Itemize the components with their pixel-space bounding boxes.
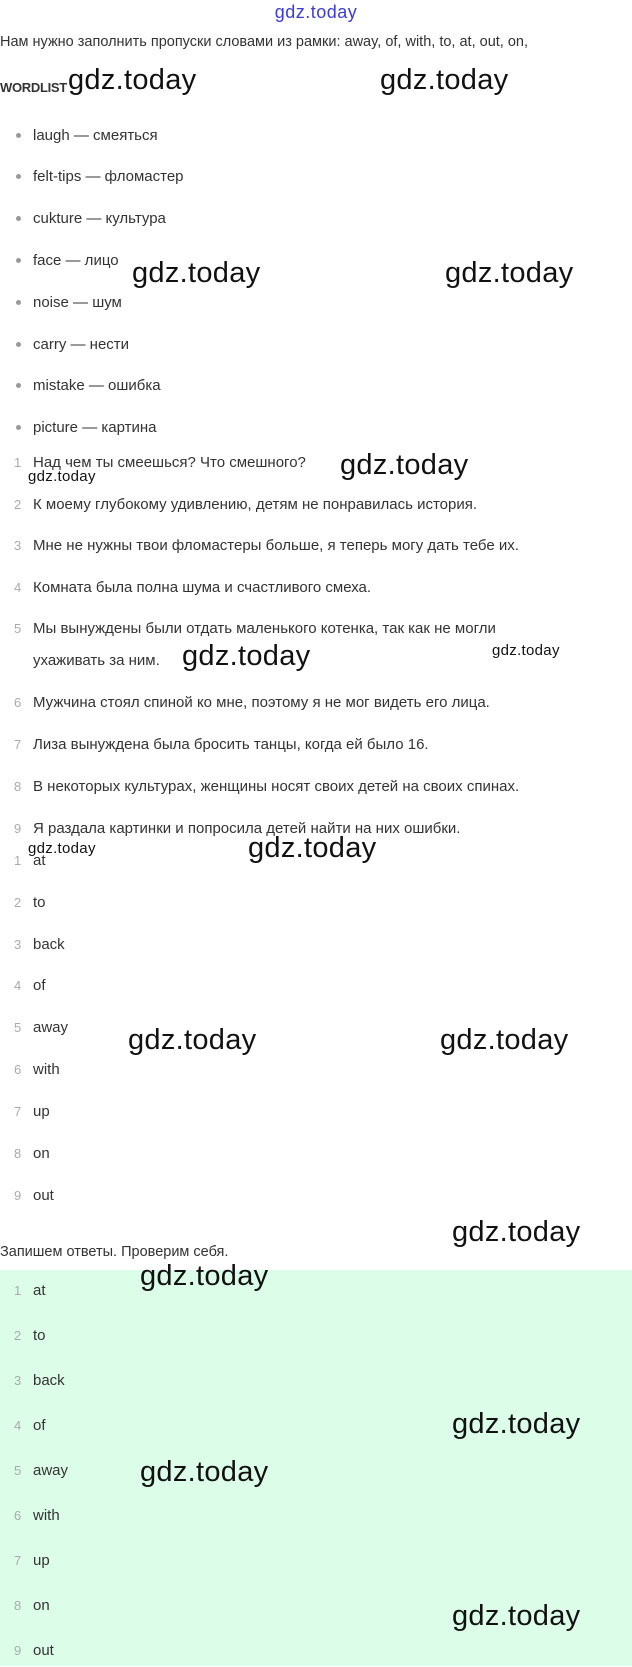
item-text: back bbox=[33, 936, 65, 953]
item-number: 6 bbox=[14, 1062, 22, 1077]
watermark: gdz.today bbox=[440, 1024, 569, 1056]
item-text: on bbox=[33, 1597, 50, 1614]
watermark: gdz.today bbox=[28, 840, 96, 857]
item-text: ухаживать за ним. bbox=[33, 652, 160, 669]
wordlist-item-text: carry — нести bbox=[33, 335, 130, 353]
item-number: 1 bbox=[14, 1283, 22, 1298]
item-text: Я раздала картинки и попросила детей найти на них ошибки. bbox=[33, 820, 461, 837]
answers-title: Запишем ответы. Проверим себя. bbox=[0, 1244, 229, 1260]
watermark: gdz.today bbox=[68, 64, 197, 96]
item-text: Мужчина стоял спиной ко мне, поэтому я не мог видеть его лица. bbox=[33, 694, 490, 711]
site-logo[interactable]: gdz.today bbox=[274, 2, 358, 22]
item-number: 3 bbox=[14, 538, 22, 553]
item-text: on bbox=[33, 1145, 50, 1162]
wordlist-item bbox=[0, 208, 166, 230]
item-text: out bbox=[33, 1187, 54, 1204]
item-text: back bbox=[33, 1372, 65, 1389]
watermark: gdz.today bbox=[452, 1216, 581, 1248]
item-number: 1 bbox=[14, 853, 22, 868]
bullet-dot-icon bbox=[16, 383, 21, 388]
watermark: gdz.today bbox=[132, 257, 261, 289]
item-text: out bbox=[33, 1642, 54, 1659]
wordlist-item-text: mistake — ошибка bbox=[33, 377, 161, 395]
item-number: 9 bbox=[14, 1188, 22, 1203]
item-number: 8 bbox=[14, 1146, 22, 1161]
item-text: up bbox=[33, 1552, 50, 1569]
wordlist-item bbox=[0, 375, 161, 397]
item-text: Мне не нужны твои фломастеры больше, я теперь могу дать тебе их. bbox=[33, 537, 519, 554]
watermark: gdz.today bbox=[28, 468, 96, 485]
wordlist-item bbox=[0, 417, 156, 439]
item-text: of bbox=[33, 1417, 46, 1434]
wordlist-item bbox=[0, 333, 129, 355]
wordlist-item-text: laugh — смеяться bbox=[33, 126, 158, 144]
bullet-dot-icon bbox=[16, 425, 21, 430]
watermark: gdz.today bbox=[445, 257, 574, 289]
watermark: gdz.today bbox=[380, 64, 509, 96]
item-text: to bbox=[33, 894, 46, 911]
item-number: 5 bbox=[14, 621, 22, 636]
item-text: at bbox=[33, 1282, 46, 1299]
wordlist-title: WORDLIST bbox=[0, 80, 67, 95]
item-number: 3 bbox=[14, 1373, 22, 1388]
item-number: 7 bbox=[14, 1553, 22, 1568]
item-text: В некоторых культурах, женщины носят своих детей на своих спинах. bbox=[33, 778, 520, 795]
item-text: Лиза вынуждена была бросить танцы, когда ей было 16. bbox=[33, 736, 429, 753]
bullet-dot-icon bbox=[16, 342, 21, 347]
bullet-dot-icon bbox=[16, 174, 21, 179]
watermark: gdz.today bbox=[340, 449, 469, 481]
item-number: 6 bbox=[14, 1508, 22, 1523]
watermark: gdz.today bbox=[452, 1600, 581, 1632]
item-number: 6 bbox=[14, 695, 22, 710]
wordlist-item-text: felt-tips — фломастер bbox=[33, 168, 184, 186]
item-text: of bbox=[33, 977, 46, 994]
item-number: 4 bbox=[14, 1418, 22, 1433]
item-number: 2 bbox=[14, 1328, 22, 1343]
item-text: Комната была полна шума и счастливого смеха. bbox=[33, 579, 372, 596]
item-text: with bbox=[33, 1507, 60, 1524]
item-number: 2 bbox=[14, 497, 22, 512]
watermark: gdz.today bbox=[140, 1456, 269, 1488]
item-number: 9 bbox=[14, 821, 22, 836]
task-intro: Нам нужно заполнить пропуски словами из рамки: away, of, with, to, at, out, on, bbox=[0, 34, 529, 50]
item-number: 1 bbox=[14, 455, 22, 470]
wordlist-item bbox=[0, 291, 122, 313]
item-text: away bbox=[33, 1019, 69, 1036]
item-number: 5 bbox=[14, 1020, 22, 1035]
wordlist-item-text: noise — шум bbox=[33, 293, 122, 311]
item-text: Мы вынуждены были отдать маленького котенка, так как не могли bbox=[33, 620, 496, 637]
item-number: 3 bbox=[14, 937, 22, 952]
watermark: gdz.today bbox=[452, 1408, 581, 1440]
item-number: 2 bbox=[14, 895, 22, 910]
item-text: at bbox=[33, 852, 46, 869]
watermark: gdz.today bbox=[182, 640, 311, 672]
item-number: 7 bbox=[14, 737, 22, 752]
wordlist-item bbox=[0, 124, 158, 146]
wordlist-item-text: face — лицо bbox=[33, 251, 119, 269]
wordlist-item bbox=[0, 166, 184, 188]
watermark: gdz.today bbox=[248, 832, 377, 864]
item-number: 4 bbox=[14, 580, 22, 595]
item-number: 8 bbox=[14, 1598, 22, 1613]
item-text: away bbox=[33, 1462, 69, 1479]
item-text: К моему глубокому удивлению, детям не понравилась история. bbox=[33, 496, 478, 513]
item-text: to bbox=[33, 1327, 46, 1344]
item-text: Над чем ты смеешься? Что смешного? bbox=[33, 454, 306, 471]
item-number: 7 bbox=[14, 1104, 22, 1119]
item-text: up bbox=[33, 1103, 50, 1120]
bullet-dot-icon bbox=[16, 133, 21, 138]
item-number: 4 bbox=[14, 978, 22, 993]
wordlist-item-text: picture — картина bbox=[33, 419, 157, 437]
watermark: gdz.today bbox=[128, 1024, 257, 1056]
item-number: 8 bbox=[14, 779, 22, 794]
item-number: 5 bbox=[14, 1463, 22, 1478]
wordlist-item-text: cukture — культура bbox=[33, 210, 166, 228]
watermark: gdz.today bbox=[492, 642, 560, 659]
watermark: gdz.today bbox=[140, 1260, 269, 1292]
bullet-dot-icon bbox=[16, 216, 21, 221]
bullet-dot-icon bbox=[16, 258, 21, 263]
wordlist-item bbox=[0, 249, 119, 271]
item-text: with bbox=[33, 1061, 60, 1078]
item-number: 9 bbox=[14, 1643, 22, 1658]
bullet-dot-icon bbox=[16, 300, 21, 305]
